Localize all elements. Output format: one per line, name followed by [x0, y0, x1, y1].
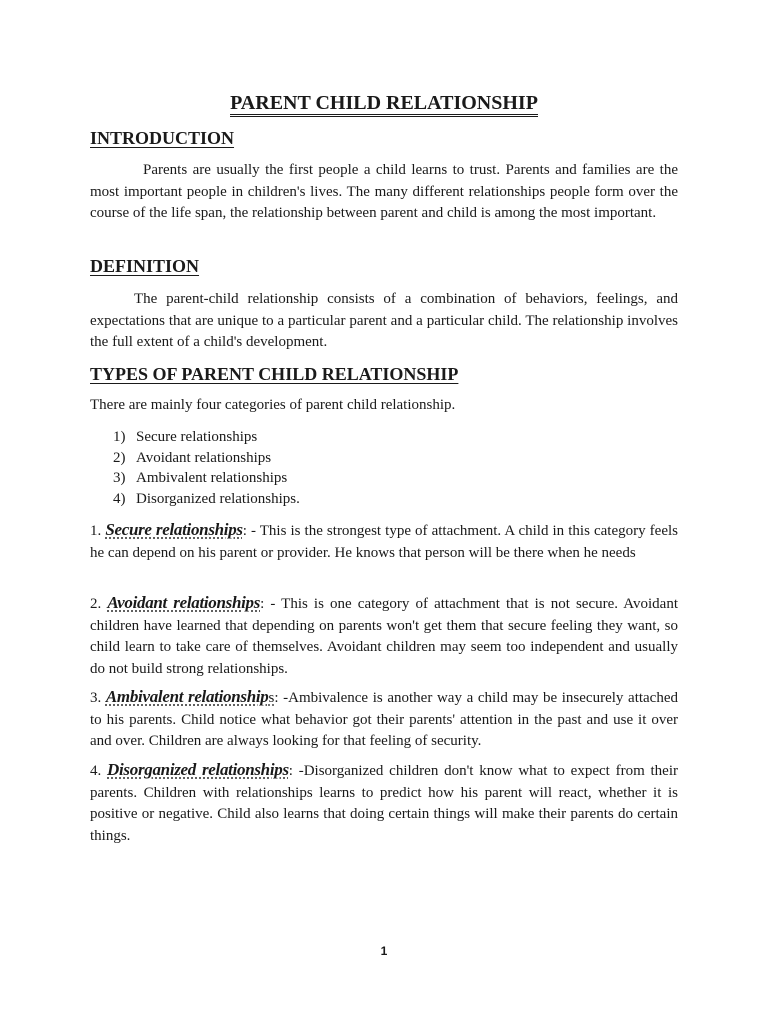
disorganized-relationships-term: Disorganized relationships: [107, 760, 289, 779]
types-heading: TYPES OF PARENT CHILD RELATIONSHIP: [90, 364, 459, 384]
types-lead-text: There are mainly four categories of parent child relationship.: [90, 397, 456, 413]
definition-heading: DEFINITION: [90, 256, 200, 276]
introduction-paragraph: Parents are usually the first people a child learns to trust. Parents and families are the most important people in children's lives. The many different relationships people form over the course of the life span, the relationship between parent and child is among the most important.: [90, 162, 678, 221]
ambivalent-relationships-paragraph: 3. Ambivalent relationships: -Ambivalence is another way a child may be insecurely attached to his parents. Child notice what behavior got their parents' attention in the past and use it over and over. Children are always looking for that feeling of security.: [90, 687, 678, 749]
avoidant-relationships-term: Avoidant relationships: [107, 593, 261, 612]
list-item: 1) Secure relationships: [113, 429, 258, 445]
avoidant-relationships-paragraph: 2. Avoidant relationships: - This is one category of attachment that is not secure. Avoidant children have learned that depending on parents won't get them that secure feeling they want, so child learn to take care of themselves. Avoidant children may seem too independent and usually do not build strong relationships.: [90, 593, 679, 677]
document-title: PARENT CHILD RELATIONSHIP: [0, 92, 768, 115]
disorganized-relationships-paragraph: 4. Disorganized relationships: -Disorganized children don't know what to expect from their parents. Children with relationships learns to predict how his parent will react, whether it is positive or negative. Child also learns that doing certain things will make their parents do certain things.: [90, 760, 679, 844]
list-item: 4) Disorganized relationships.: [113, 490, 300, 507]
ambivalent-relationships-term: Ambivalent relationship: [105, 687, 269, 706]
introduction-heading: INTRODUCTION: [90, 128, 235, 148]
secure-relationships-term: Secure relationships: [105, 520, 243, 539]
types-list: [113, 427, 300, 509]
list-item: 2) Avoidant relationships: [113, 449, 272, 466]
definition-paragraph: The parent-child relationship consists of a combination of behaviors, feelings, and expectations that are unique to a particular parent and a particular child. The relationship involves the full extent of a child's development.: [90, 291, 678, 350]
list-item: 3) Ambivalent relationships: [113, 470, 288, 486]
secure-relationships-paragraph: 1. Secure relationships: - This is the strongest type of attachment. A child in this category feels he can depend on his parent or provider. He knows that person will be there when he needs: [90, 520, 678, 561]
page-number: 1: [380, 944, 388, 958]
